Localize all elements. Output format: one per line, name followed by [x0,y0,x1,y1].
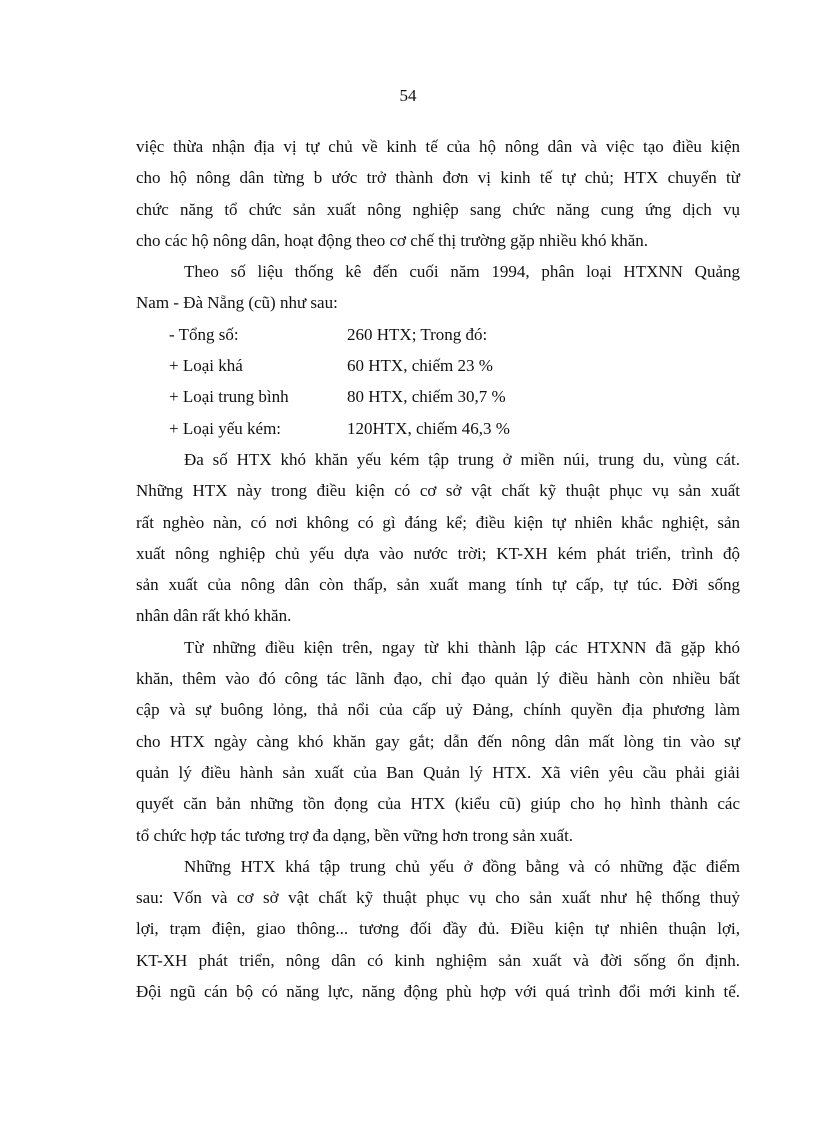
list-item-value: 260 HTX; Trong đó: [347,324,488,344]
text-line: Từ những điều kiện trên, ngay từ khi thành lập các HTXNN đã gặp khó [184,637,740,657]
text-line: KT-XH phát triển, nông dân có kinh nghiệm sản xuất và đời sống ổn định. [136,950,740,970]
list-item-label: + Loại khá [169,356,243,376]
text-line: Theo số liệu thống kê đến cuối năm 1994, phân loại HTXNN Quảng [184,262,740,282]
paragraph-1 [136,131,740,256]
list-item-value: 120HTX, chiếm 46,3 % [347,418,510,438]
text-line: Đa số HTX khó khăn yếu kém tập trung ở miền núi, trung du, vùng cát. [184,449,740,469]
text-line: xuất nông nghiệp chủ yếu dựa vào nước trời; KT-XH kém phát triển, trình độ [136,543,740,563]
text-line: khăn, thêm vào đó công tác lãnh đạo, chỉ đạo quản lý điều hành còn nhiều bất [136,669,740,689]
text-line: quản lý điều hành sản xuất của Ban Quản lý HTX. Xã viên yêu cầu phải giải [136,762,740,782]
paragraph-5 [136,851,740,1007]
text-line: Những HTX này trong điều kiện có cơ sở vật chất kỹ thuật phục vụ sản xuất [136,481,740,501]
text-line: sản xuất của nông dân còn thấp, sản xuất mang tính tự cấp, tự túc. Đời sống [136,575,740,595]
text-line: cập và sự buông lỏng, thả nổi của cấp uỷ Đảng, chính quyền địa phương làm [136,700,740,720]
text-line: quyết căn bản những tồn đọng của HTX (kiểu cũ) giúp cho họ hình thành các [136,794,740,814]
classification-list [136,319,740,444]
text-line: Nam - Đà Nẵng (cũ) như sau: [136,293,338,313]
text-line: cho các hộ nông dân, hoạt động theo cơ chế thị trường gặp nhiều khó khăn. [136,230,649,250]
document-body [136,131,740,1007]
list-item-value: 60 HTX, chiếm 23 % [347,356,493,376]
list-item [136,381,740,412]
text-line: việc thừa nhận địa vị tự chủ về kinh tế của hộ nông dân và việc tạo điều kiện [136,137,740,156]
list-item-label: + Loại yếu kém: [169,418,282,438]
paragraph-2 [136,256,740,319]
list-item [136,413,740,444]
text-line: Đội ngũ cán bộ có năng lực, năng động phù hợp với quá trình đổi mới kinh tế. [136,982,740,1002]
list-item-label: - Tổng số: [169,324,239,344]
text-line: Những HTX khá tập trung chủ yếu ở đồng bằng và có những đặc điểm [184,856,740,876]
list-item-label: + Loại trung bình [169,387,289,407]
text-line: cho HTX ngày càng khó khăn gay gắt; dẫn đến nông dân mất lòng tin vào sự [136,731,740,751]
list-item [136,319,740,350]
text-line: cho hộ nông dân từng b ước trở thành đơn vị kinh tế tự chủ; HTX chuyển từ [136,168,740,188]
paragraph-4 [136,632,740,851]
text-line: lợi, trạm điện, giao thông... tương đối đầy đủ. Điều kiện tự nhiên thuận lợi, [136,919,740,939]
list-item [136,350,740,381]
text-line: sau: Vốn và cơ sở vật chất kỹ thuật phục vụ cho sản xuất như hệ thống thuỷ [136,888,740,908]
page-number: 54 [399,86,417,105]
text-line: chức năng tổ chức sản xuất nông nghiệp sang chức năng cung ứng dịch vụ [136,199,740,219]
paragraph-3 [136,444,740,632]
text-line: rất nghèo nàn, có nơi không có gì đáng kể; điều kiện tự nhiên khắc nghiệt, sản [136,512,740,532]
list-item-value: 80 HTX, chiếm 30,7 % [347,387,506,407]
text-line: tổ chức hợp tác tương trợ đa dạng, bền vững hơn trong sản xuất. [136,825,574,845]
text-line: nhân dân rất khó khăn. [136,606,292,626]
